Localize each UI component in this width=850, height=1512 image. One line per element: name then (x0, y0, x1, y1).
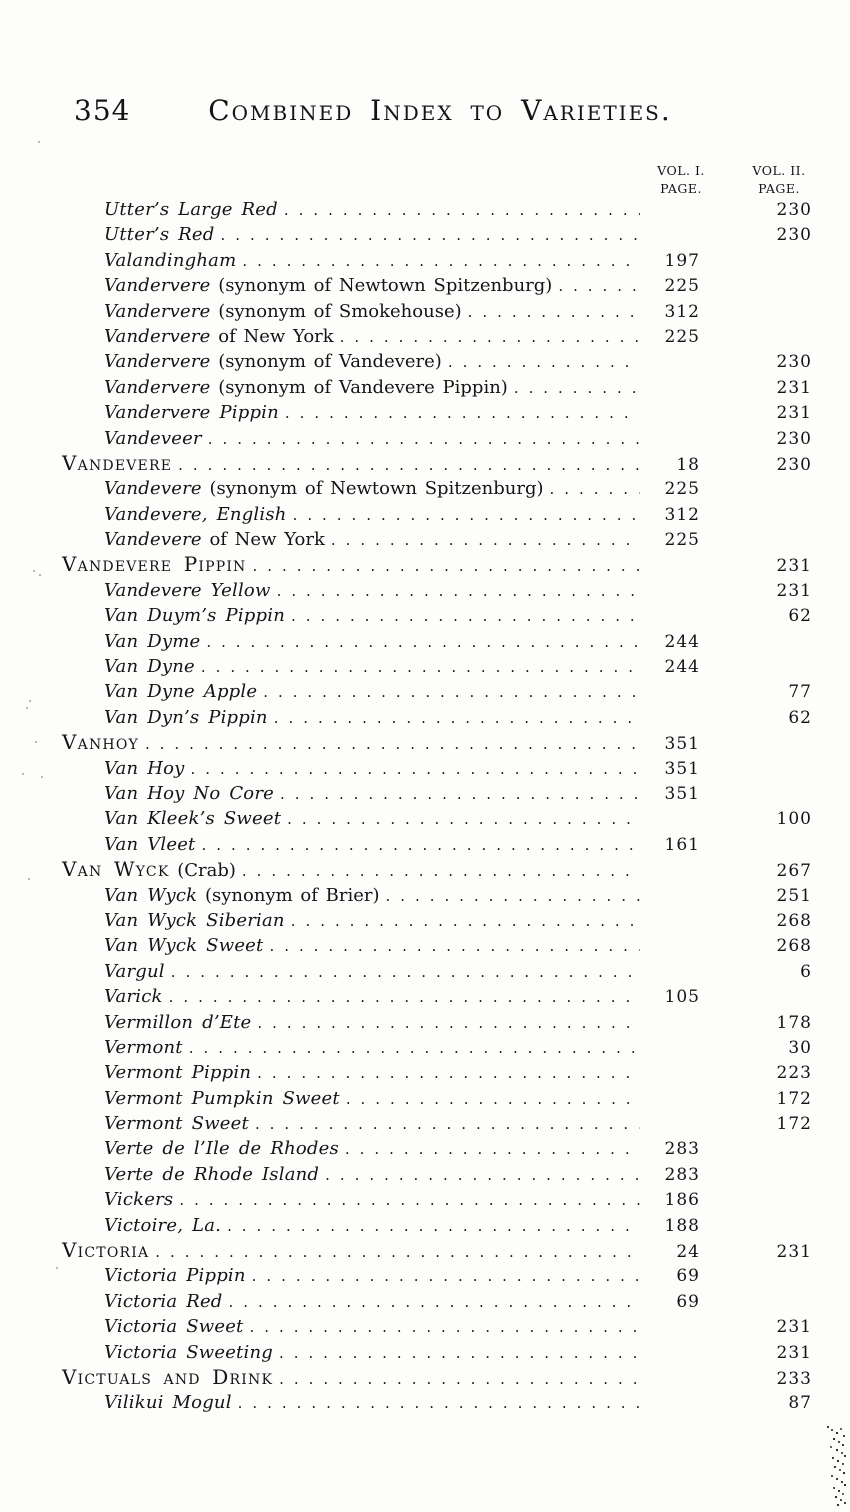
index-entry-row (0, 1162, 850, 1187)
entry-name: Valandingham (104, 249, 237, 271)
vol1-page-number: 283 (664, 1139, 700, 1160)
dot-leader (232, 1390, 640, 1416)
entry-name: Van Dyme (104, 630, 201, 652)
index-entry-row (0, 730, 850, 755)
dot-leader (278, 197, 640, 223)
dot-leader (552, 273, 640, 299)
index-entry-row (0, 426, 850, 451)
dot-leader (273, 1366, 640, 1392)
dot-leader (273, 1340, 640, 1366)
dot-leader (274, 781, 640, 807)
index-entry-row (0, 654, 850, 679)
page-number: 354 (74, 94, 131, 127)
entry-name: Vandevere Yellow (104, 579, 271, 601)
entry-name: Verte de Rhode Island (104, 1163, 320, 1185)
index-entry-row (0, 375, 850, 400)
entry-name: Vandevere (104, 478, 202, 500)
dot-leader (319, 1162, 640, 1188)
index-entry-row (0, 984, 850, 1009)
index-entry-row (0, 197, 850, 222)
scan-speck (26, 707, 28, 709)
vol2-page-number: 230 (776, 428, 812, 449)
dot-leader (268, 705, 640, 731)
scan-speck (28, 878, 30, 880)
entry-name: Van Dyn’s Pippin (104, 706, 268, 728)
vol2-column-header-line2: PAGE. (758, 181, 800, 196)
dot-leader (223, 1289, 640, 1315)
entry-name: Van Wyck (104, 884, 198, 906)
dot-leader (149, 1239, 640, 1265)
vol2-page-number: 231 (776, 403, 812, 424)
index-entry-row (0, 400, 850, 425)
dot-leader (334, 324, 640, 350)
index-entry-row (0, 603, 850, 628)
dot-leader (287, 502, 640, 528)
dot-leader (139, 731, 640, 757)
index-entry-row (0, 324, 850, 349)
dot-leader (271, 578, 640, 604)
entry-name: Van Wyck (62, 857, 170, 882)
entry-name: Vermillon d’Ete (104, 1011, 252, 1033)
vol2-column-header (742, 162, 816, 198)
entry-qualifier: (synonym of Vandevere) (210, 351, 442, 373)
entry-name: Victoria Red (104, 1290, 223, 1312)
entry-name: Vanhoy (62, 730, 139, 755)
dot-leader (508, 375, 640, 401)
entry-qualifier: of New York (201, 529, 325, 551)
index-entry-row (0, 1238, 850, 1263)
entry-name: Van Vleet (104, 833, 196, 855)
entry-name: Vandevere, English (104, 503, 287, 525)
index-entry-row (0, 857, 850, 882)
vol2-page-number: 30 (788, 1037, 812, 1058)
entry-qualifier: (synonym of Newtown Spitzenburg) (201, 478, 544, 500)
index-entry-row (0, 959, 850, 984)
dot-leader (185, 756, 641, 782)
vol1-page-number: 188 (664, 1215, 700, 1236)
vol2-page-number: 231 (776, 377, 812, 398)
dot-leader (246, 1263, 640, 1289)
index-entry-row (0, 1187, 850, 1212)
index-entry-row (0, 705, 850, 730)
dot-leader (340, 1086, 640, 1112)
dot-leader (163, 984, 640, 1010)
vol1-page-number: 312 (664, 504, 700, 525)
entry-name: Utter’s Red (104, 224, 215, 246)
vol1-page-number: 69 (676, 1266, 700, 1287)
scan-speck (41, 776, 43, 778)
index-entry-row (0, 248, 850, 273)
index-entry-row (0, 629, 850, 654)
entry-name: Vandervere (104, 275, 211, 297)
entry-name: Victoria Pippin (104, 1265, 246, 1287)
dot-leader (263, 933, 640, 959)
vol2-page-number: 233 (776, 1368, 812, 1389)
scan-noise-patch (827, 1426, 829, 1428)
vol2-page-number: 231 (776, 1342, 812, 1363)
vol1-page-number: 351 (664, 758, 700, 779)
vol1-column-header (644, 162, 718, 198)
index-entry-row (0, 1213, 850, 1238)
vol1-page-number: 161 (664, 834, 700, 855)
entry-name: Van Kleek’s Sweet (104, 808, 282, 830)
vol1-column-header-line1: VOL. I. (657, 163, 705, 178)
vol2-page-number: 6 (800, 961, 812, 982)
dot-leader (279, 400, 640, 426)
entry-name: Vickers (104, 1189, 174, 1211)
entry-name: Victuals and Drink (62, 1364, 274, 1389)
scan-speck (22, 773, 24, 775)
vol2-page-number: 62 (788, 606, 812, 627)
entry-name: Vandervere (104, 376, 211, 398)
entry-name: Vandeveer (104, 427, 202, 449)
vol1-page-number: 186 (664, 1190, 700, 1211)
vol1-column-header-line2: PAGE. (660, 181, 702, 196)
vol2-page-number: 231 (776, 580, 812, 601)
vol1-page-number: 197 (664, 250, 700, 271)
entry-name: Vandervere Pippin (104, 402, 279, 424)
index-entry-row (0, 1035, 850, 1060)
dot-leader (380, 883, 641, 909)
entry-name: Victoire, La. (104, 1214, 222, 1236)
scan-speck (38, 141, 40, 143)
entry-name: Vermont Pumpkin Sweet (104, 1087, 340, 1109)
index-entry-row (0, 1365, 850, 1390)
dot-leader (285, 603, 640, 629)
entry-name: Victoria Sweet (104, 1316, 244, 1338)
index-entry-row (0, 1390, 850, 1415)
index-entry-row (0, 552, 850, 577)
dot-leader (544, 476, 640, 502)
vol1-page-number: 24 (676, 1242, 700, 1263)
index-entry-row (0, 502, 850, 527)
vol2-page-number: 230 (776, 352, 812, 373)
dot-leader (221, 1213, 640, 1239)
dot-leader (247, 553, 640, 579)
dot-leader (165, 959, 640, 985)
vol1-page-number: 244 (664, 631, 700, 652)
vol1-page-number: 18 (676, 454, 700, 475)
index-entry-row (0, 451, 850, 476)
entry-name: Vandervere (104, 300, 211, 322)
index-entry-row (0, 273, 850, 298)
vol2-page-number: 231 (776, 1242, 812, 1263)
vol2-page-number: 230 (776, 454, 812, 475)
index-list (0, 197, 850, 1416)
entry-name: Vargul (104, 960, 165, 982)
dot-leader (195, 654, 640, 680)
entry-name: Van Duym’s Pippin (104, 605, 285, 627)
dot-leader (257, 679, 640, 705)
index-entry-row (0, 832, 850, 857)
entry-name: Vandervere (104, 351, 211, 373)
entry-name: Vandevere (104, 529, 202, 551)
entry-name: Van Dyne Apple (104, 681, 258, 703)
index-entry-row (0, 578, 850, 603)
entry-name: Van Wyck Sweet (104, 935, 264, 957)
index-entry-row (0, 781, 850, 806)
dot-leader (325, 527, 640, 553)
dot-leader (339, 1136, 640, 1162)
entry-name: Vermont Sweet (104, 1113, 249, 1135)
dot-leader (236, 248, 640, 274)
entry-qualifier: of New York (210, 325, 334, 347)
entry-name: Van Hoy No Core (104, 782, 274, 804)
index-entry-row (0, 1136, 850, 1161)
dot-leader (251, 1010, 640, 1036)
entry-name: Van Dyne (104, 656, 195, 678)
entry-name: Vandervere (104, 325, 211, 347)
index-entry-row (0, 1314, 850, 1339)
index-entry-row (0, 908, 850, 933)
dot-leader (442, 349, 640, 375)
vol1-page-number: 351 (664, 734, 700, 755)
index-entry-row (0, 476, 850, 501)
scan-speck (29, 700, 31, 702)
index-entry-row (0, 1086, 850, 1111)
dot-leader (202, 426, 640, 452)
vol1-page-number: 69 (676, 1291, 700, 1312)
dot-leader (285, 908, 640, 934)
vol2-page-number: 77 (788, 682, 812, 703)
page-title: Combined Index to Varieties. (208, 94, 672, 127)
vol1-page-number: 225 (664, 276, 700, 297)
entry-name: Vermont Pippin (104, 1062, 252, 1084)
vol2-page-number: 62 (788, 707, 812, 728)
entry-name: Verte de l’Ile de Rhodes (104, 1138, 339, 1160)
vol1-page-number: 244 (664, 657, 700, 678)
vol2-page-number: 172 (776, 1114, 812, 1135)
index-entry-row (0, 222, 850, 247)
index-entry-row (0, 299, 850, 324)
entry-name: Van Hoy (104, 757, 185, 779)
entry-name: Varick (104, 986, 163, 1008)
vol2-page-number: 268 (776, 936, 812, 957)
entry-name: Vandevere (62, 450, 173, 475)
entry-name: Vilikui Mogul (104, 1392, 232, 1414)
dot-leader (251, 1060, 640, 1086)
index-entry-row (0, 1289, 850, 1314)
dot-leader (183, 1035, 640, 1061)
scan-speck (35, 741, 37, 743)
vol1-page-number: 283 (664, 1164, 700, 1185)
dot-leader (236, 858, 640, 884)
index-entry-row (0, 1060, 850, 1085)
vol2-page-number: 172 (776, 1088, 812, 1109)
vol2-page-number: 100 (776, 809, 812, 830)
entry-name: Victoria (62, 1238, 150, 1263)
vol1-page-number: 105 (664, 987, 700, 1008)
vol1-page-number: 351 (664, 783, 700, 804)
dot-leader (215, 222, 640, 248)
dot-leader (243, 1314, 640, 1340)
entry-qualifier: (synonym of Newtown Spitzenburg) (210, 275, 553, 297)
vol2-page-number: 223 (776, 1063, 812, 1084)
vol2-page-number: 251 (776, 885, 812, 906)
scan-speck (39, 574, 41, 576)
entry-qualifier: (synonym of Smokehouse) (210, 300, 462, 322)
vol1-page-number: 225 (664, 479, 700, 500)
entry-qualifier: (synonym of Brier) (197, 884, 380, 906)
dot-leader (172, 452, 640, 478)
index-entry-row (0, 806, 850, 831)
index-entry-row (0, 756, 850, 781)
vol2-page-number: 231 (776, 1317, 812, 1338)
index-entry-row (0, 1010, 850, 1035)
vol1-page-number: 225 (664, 326, 700, 347)
index-entry-row (0, 349, 850, 374)
dot-leader (200, 629, 640, 655)
entry-qualifier: (Crab) (169, 860, 236, 882)
index-entry-row (0, 1263, 850, 1288)
vol2-page-number: 178 (776, 1012, 812, 1033)
entry-qualifier: (synonym of Vandevere Pippin) (210, 376, 508, 398)
entry-name: Victoria Sweeting (104, 1341, 273, 1363)
index-entry-row (0, 883, 850, 908)
scan-speck (33, 570, 35, 572)
vol2-page-number: 230 (776, 225, 812, 246)
entry-name: Van Wyck Siberian (104, 909, 285, 931)
scan-speck (56, 1267, 58, 1269)
dot-leader (249, 1111, 640, 1137)
vol2-page-number: 231 (776, 556, 812, 577)
dot-leader (173, 1187, 640, 1213)
index-entry-row (0, 1340, 850, 1365)
index-entry-row (0, 527, 850, 552)
dot-leader (196, 832, 641, 858)
vol2-page-number: 267 (776, 861, 812, 882)
entry-name: Utter’s Large Red (104, 199, 278, 220)
index-entry-row (0, 933, 850, 958)
vol2-page-number: 230 (776, 200, 812, 220)
vol2-page-number: 268 (776, 910, 812, 931)
dot-leader (281, 806, 640, 832)
dot-leader (462, 299, 640, 325)
entry-name: Vandevere Pippin (62, 552, 247, 577)
vol1-page-number: 312 (664, 301, 700, 322)
index-entry-row (0, 679, 850, 704)
vol1-page-number: 225 (664, 530, 700, 551)
vol2-page-number: 87 (788, 1393, 812, 1414)
entry-name: Vermont (104, 1036, 183, 1058)
vol2-column-header-line1: VOL. II. (752, 163, 806, 178)
index-entry-row (0, 1111, 850, 1136)
